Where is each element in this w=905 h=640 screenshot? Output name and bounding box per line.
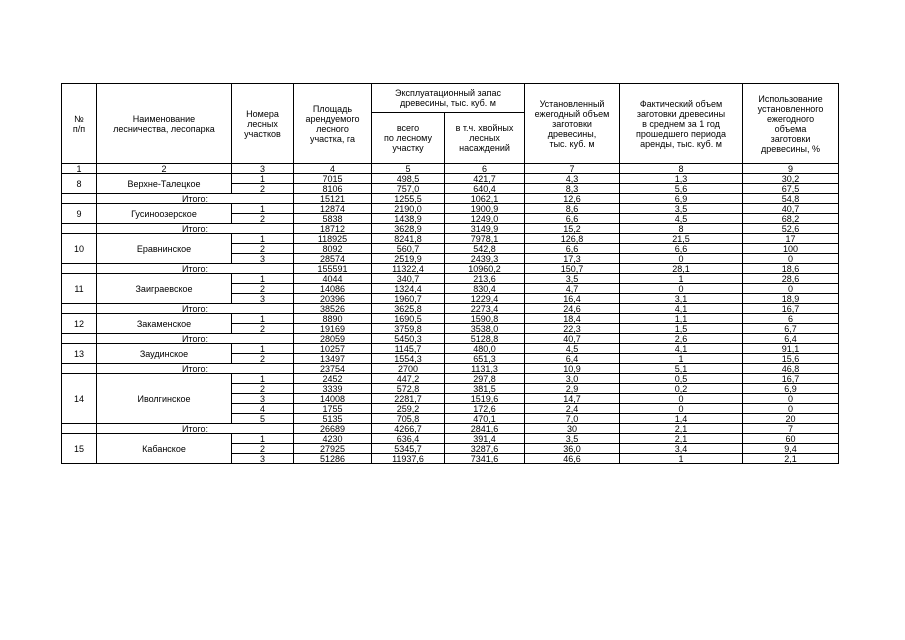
total-annual-volume: 24,6	[525, 304, 620, 314]
usage-percent-value: 40,7	[743, 204, 839, 214]
total-stock: 4266,7	[372, 424, 445, 434]
usage-percent-value: 6,9	[743, 384, 839, 394]
usage-percent-value: 15,6	[743, 354, 839, 364]
actual-volume-value: 1,4	[620, 414, 743, 424]
actual-volume-value: 4,5	[620, 214, 743, 224]
area-value: 51286	[294, 454, 372, 464]
plot-number: 1	[232, 204, 294, 214]
stock-total-value: 2281,7	[372, 394, 445, 404]
total-usage-percent: 52,6	[743, 224, 839, 234]
total-row	[62, 364, 839, 374]
annual-volume-value: 22,3	[525, 324, 620, 334]
column-number: 7	[525, 164, 620, 174]
stock-total-value: 447,2	[372, 374, 445, 384]
stock-coniferous-value: 172,6	[445, 404, 525, 414]
annual-volume-value: 4,7	[525, 284, 620, 294]
forestry-number: 13	[62, 344, 97, 364]
total-coniferous: 10960,2	[445, 264, 525, 274]
area-value: 14008	[294, 394, 372, 404]
forestry-name: Еравнинское	[97, 234, 232, 264]
total-blank	[62, 364, 97, 374]
area-value: 14086	[294, 284, 372, 294]
annual-volume-value: 3,5	[525, 434, 620, 444]
actual-volume-value: 0	[620, 394, 743, 404]
stock-total-value: 2519,9	[372, 254, 445, 264]
stock-total-value: 636,4	[372, 434, 445, 444]
stock-coniferous-value: 1900,9	[445, 204, 525, 214]
stock-coniferous-value: 1249,0	[445, 214, 525, 224]
annual-volume-value: 8,3	[525, 184, 620, 194]
forestry-number: 11	[62, 274, 97, 304]
usage-percent-value: 0	[743, 284, 839, 294]
forestry-number: 9	[62, 204, 97, 224]
total-usage-percent: 54,8	[743, 194, 839, 204]
table-row	[62, 344, 839, 354]
stock-coniferous-value: 651,3	[445, 354, 525, 364]
plot-number: 1	[232, 274, 294, 284]
column-number: 3	[232, 164, 294, 174]
area-value: 8092	[294, 244, 372, 254]
stock-total-value: 1438,9	[372, 214, 445, 224]
plot-number: 1	[232, 344, 294, 354]
plot-number: 3	[232, 294, 294, 304]
usage-percent-value: 67,5	[743, 184, 839, 194]
plot-number: 3	[232, 454, 294, 464]
total-area: 28059	[294, 334, 372, 344]
usage-percent-value: 20	[743, 414, 839, 424]
total-actual-volume: 5,1	[620, 364, 743, 374]
table-body	[62, 174, 839, 464]
stock-coniferous-value: 213,6	[445, 274, 525, 284]
total-stock: 1255,5	[372, 194, 445, 204]
area-value: 5135	[294, 414, 372, 424]
area-value: 3339	[294, 384, 372, 394]
table-row	[62, 314, 839, 324]
stock-coniferous-value: 421,7	[445, 174, 525, 184]
annual-volume-value: 6,6	[525, 214, 620, 224]
actual-volume-value: 4,1	[620, 344, 743, 354]
total-label: Итого:	[97, 364, 294, 374]
forestry-name: Заиграевское	[97, 274, 232, 304]
forestry-number: 8	[62, 174, 97, 194]
total-area: 38526	[294, 304, 372, 314]
table-row	[62, 434, 839, 444]
area-value: 118925	[294, 234, 372, 244]
stock-total-value: 560,7	[372, 244, 445, 254]
total-label: Итого:	[97, 424, 294, 434]
forestry-name: Иволгинское	[97, 374, 232, 424]
annual-volume-value: 14,7	[525, 394, 620, 404]
stock-total-value: 11937,6	[372, 454, 445, 464]
actual-volume-value: 2,1	[620, 434, 743, 444]
actual-volume-value: 1	[620, 454, 743, 464]
forestry-name: Верхне-Талецкое	[97, 174, 232, 194]
total-blank	[62, 334, 97, 344]
actual-volume-value: 0	[620, 284, 743, 294]
usage-percent-value: 16,7	[743, 374, 839, 384]
total-annual-volume: 40,7	[525, 334, 620, 344]
plot-number: 2	[232, 184, 294, 194]
table-row	[62, 234, 839, 244]
plot-number: 2	[232, 214, 294, 224]
area-value: 20396	[294, 294, 372, 304]
total-area: 26689	[294, 424, 372, 434]
total-row	[62, 424, 839, 434]
header-annual-volume: Установленный ежегодный объем заготовки древесины, тыс. куб. м	[525, 84, 620, 164]
total-actual-volume: 2,1	[620, 424, 743, 434]
total-usage-percent: 16,7	[743, 304, 839, 314]
plot-number: 2	[232, 444, 294, 454]
area-value: 27925	[294, 444, 372, 454]
annual-volume-value: 18,4	[525, 314, 620, 324]
total-annual-volume: 30	[525, 424, 620, 434]
forestry-name: Заудинское	[97, 344, 232, 364]
total-row	[62, 334, 839, 344]
plot-number: 1	[232, 374, 294, 384]
stock-total-value: 757,0	[372, 184, 445, 194]
total-label: Итого:	[97, 264, 294, 274]
stock-coniferous-value: 830,4	[445, 284, 525, 294]
stock-total-value: 1960,7	[372, 294, 445, 304]
area-value: 28574	[294, 254, 372, 264]
forest-lease-table	[61, 83, 839, 464]
annual-volume-value: 126,8	[525, 234, 620, 244]
total-area: 18712	[294, 224, 372, 234]
area-value: 8890	[294, 314, 372, 324]
forestry-name: Гусиноозерское	[97, 204, 232, 224]
annual-volume-value: 3,0	[525, 374, 620, 384]
total-coniferous: 1062,1	[445, 194, 525, 204]
total-label: Итого:	[97, 224, 294, 234]
total-annual-volume: 10,9	[525, 364, 620, 374]
stock-total-value: 2190,0	[372, 204, 445, 214]
annual-volume-value: 2,4	[525, 404, 620, 414]
total-label: Итого:	[97, 334, 294, 344]
total-usage-percent: 46,8	[743, 364, 839, 374]
plot-number: 3	[232, 394, 294, 404]
actual-volume-value: 1	[620, 354, 743, 364]
column-number: 9	[743, 164, 839, 174]
stock-coniferous-value: 2439,3	[445, 254, 525, 264]
area-value: 19169	[294, 324, 372, 334]
total-stock: 11322,4	[372, 264, 445, 274]
header-plots: Номера лесных участков	[232, 84, 294, 164]
actual-volume-value: 1,1	[620, 314, 743, 324]
usage-percent-value: 6,7	[743, 324, 839, 334]
area-value: 4230	[294, 434, 372, 444]
stock-coniferous-value: 542,8	[445, 244, 525, 254]
column-number: 6	[445, 164, 525, 174]
total-actual-volume: 28,1	[620, 264, 743, 274]
plot-number: 2	[232, 244, 294, 254]
table-row	[62, 374, 839, 384]
usage-percent-value: 28,6	[743, 274, 839, 284]
annual-volume-value: 3,5	[525, 274, 620, 284]
total-label: Итого:	[97, 304, 294, 314]
total-annual-volume: 150,7	[525, 264, 620, 274]
stock-total-value: 1145,7	[372, 344, 445, 354]
plot-number: 1	[232, 434, 294, 444]
usage-percent-value: 18,9	[743, 294, 839, 304]
annual-volume-value: 8,6	[525, 204, 620, 214]
usage-percent-value: 60	[743, 434, 839, 444]
actual-volume-value: 0,5	[620, 374, 743, 384]
plot-number: 1	[232, 314, 294, 324]
usage-percent-value: 9,4	[743, 444, 839, 454]
stock-coniferous-value: 640,4	[445, 184, 525, 194]
usage-percent-value: 0	[743, 404, 839, 414]
total-stock: 5450,3	[372, 334, 445, 344]
total-annual-volume: 12,6	[525, 194, 620, 204]
total-blank	[62, 224, 97, 234]
actual-volume-value: 1,3	[620, 174, 743, 184]
stock-total-value: 8241,8	[372, 234, 445, 244]
plot-number: 2	[232, 384, 294, 394]
table-row	[62, 274, 839, 284]
header-name: Наименование лесничества, лесопарка	[97, 84, 232, 164]
stock-coniferous-value: 297,8	[445, 374, 525, 384]
stock-total-value: 259,2	[372, 404, 445, 414]
stock-coniferous-value: 3287,6	[445, 444, 525, 454]
forestry-number: 15	[62, 434, 97, 464]
stock-coniferous-value: 470,1	[445, 414, 525, 424]
forestry-name: Кабанское	[97, 434, 232, 464]
area-value: 12874	[294, 204, 372, 214]
actual-volume-value: 3,4	[620, 444, 743, 454]
stock-coniferous-value: 391,4	[445, 434, 525, 444]
plot-number: 2	[232, 324, 294, 334]
forestry-name: Закаменское	[97, 314, 232, 334]
stock-coniferous-value: 381,5	[445, 384, 525, 394]
actual-volume-value: 0	[620, 254, 743, 264]
stock-total-value: 498,5	[372, 174, 445, 184]
total-blank	[62, 194, 97, 204]
usage-percent-value: 2,1	[743, 454, 839, 464]
stock-coniferous-value: 3538,0	[445, 324, 525, 334]
area-value: 2452	[294, 374, 372, 384]
total-actual-volume: 8	[620, 224, 743, 234]
total-blank	[62, 424, 97, 434]
plot-number: 4	[232, 404, 294, 414]
total-coniferous: 1131,3	[445, 364, 525, 374]
plot-number: 1	[232, 234, 294, 244]
plot-number: 5	[232, 414, 294, 424]
stock-coniferous-value: 480,0	[445, 344, 525, 354]
total-coniferous: 2841,6	[445, 424, 525, 434]
annual-volume-value: 6,6	[525, 244, 620, 254]
area-value: 10257	[294, 344, 372, 354]
total-annual-volume: 15,2	[525, 224, 620, 234]
actual-volume-value: 0,2	[620, 384, 743, 394]
header-area: Площадь арендуемого лесного участка, га	[294, 84, 372, 164]
area-value: 5838	[294, 214, 372, 224]
usage-percent-value: 68,2	[743, 214, 839, 224]
usage-percent-value: 6	[743, 314, 839, 324]
area-value: 4044	[294, 274, 372, 284]
stock-total-value: 340,7	[372, 274, 445, 284]
total-coniferous: 5128,8	[445, 334, 525, 344]
total-row	[62, 224, 839, 234]
stock-total-value: 1554,3	[372, 354, 445, 364]
table-row	[62, 174, 839, 184]
stock-coniferous-value: 7978,1	[445, 234, 525, 244]
column-number-row	[62, 164, 839, 174]
total-actual-volume: 4,1	[620, 304, 743, 314]
usage-percent-value: 100	[743, 244, 839, 254]
actual-volume-value: 21,5	[620, 234, 743, 244]
total-stock: 3625,8	[372, 304, 445, 314]
area-value: 8106	[294, 184, 372, 194]
usage-percent-value: 17	[743, 234, 839, 244]
actual-volume-value: 6,6	[620, 244, 743, 254]
table-row	[62, 204, 839, 214]
stock-total-value: 3759,8	[372, 324, 445, 334]
total-area: 155591	[294, 264, 372, 274]
header-stock-coniferous: в т.ч. хвойных лесных насаждений	[445, 113, 525, 164]
annual-volume-value: 2,9	[525, 384, 620, 394]
total-row	[62, 264, 839, 274]
area-value: 13497	[294, 354, 372, 364]
usage-percent-value: 0	[743, 394, 839, 404]
forestry-number: 10	[62, 234, 97, 264]
annual-volume-value: 7,0	[525, 414, 620, 424]
stock-total-value: 1690,5	[372, 314, 445, 324]
annual-volume-value: 4,5	[525, 344, 620, 354]
total-blank	[62, 264, 97, 274]
header-usage: Использование установленного ежегодного объема заготовки древесины, %	[743, 84, 839, 164]
actual-volume-value: 1,5	[620, 324, 743, 334]
actual-volume-value: 3,1	[620, 294, 743, 304]
total-usage-percent: 6,4	[743, 334, 839, 344]
stock-total-value: 5345,7	[372, 444, 445, 454]
total-row	[62, 194, 839, 204]
stock-total-value: 705,8	[372, 414, 445, 424]
total-coniferous: 2273,4	[445, 304, 525, 314]
total-actual-volume: 6,9	[620, 194, 743, 204]
plot-number: 1	[232, 174, 294, 184]
annual-volume-value: 46,6	[525, 454, 620, 464]
plot-number: 2	[232, 284, 294, 294]
actual-volume-value: 1	[620, 274, 743, 284]
stock-coniferous-value: 7341,6	[445, 454, 525, 464]
stock-coniferous-value: 1519,6	[445, 394, 525, 404]
usage-percent-value: 30,2	[743, 174, 839, 184]
header-stock-group: Эксплуатационный запас древесины, тыс. куб. м	[372, 84, 525, 113]
actual-volume-value: 3,5	[620, 204, 743, 214]
actual-volume-value: 5,6	[620, 184, 743, 194]
forestry-number: 14	[62, 374, 97, 424]
total-blank	[62, 304, 97, 314]
area-value: 7015	[294, 174, 372, 184]
total-label: Итого:	[97, 194, 294, 204]
forestry-number: 12	[62, 314, 97, 334]
stock-total-value: 572,8	[372, 384, 445, 394]
column-number: 1	[62, 164, 97, 174]
column-number: 4	[294, 164, 372, 174]
total-usage-percent: 18,6	[743, 264, 839, 274]
stock-total-value: 1324,4	[372, 284, 445, 294]
stock-coniferous-value: 1590,8	[445, 314, 525, 324]
total-area: 15121	[294, 194, 372, 204]
total-stock: 3628,9	[372, 224, 445, 234]
total-actual-volume: 2,6	[620, 334, 743, 344]
usage-percent-value: 0	[743, 254, 839, 264]
stock-coniferous-value: 1229,4	[445, 294, 525, 304]
annual-volume-value: 4,3	[525, 174, 620, 184]
annual-volume-value: 6,4	[525, 354, 620, 364]
area-value: 1755	[294, 404, 372, 414]
total-coniferous: 3149,9	[445, 224, 525, 234]
annual-volume-value: 16,4	[525, 294, 620, 304]
total-stock: 2700	[372, 364, 445, 374]
total-row	[62, 304, 839, 314]
column-number: 2	[97, 164, 232, 174]
column-number: 8	[620, 164, 743, 174]
column-number: 5	[372, 164, 445, 174]
actual-volume-value: 0	[620, 404, 743, 414]
total-usage-percent: 7	[743, 424, 839, 434]
plot-number: 3	[232, 254, 294, 264]
annual-volume-value: 36,0	[525, 444, 620, 454]
usage-percent-value: 91,1	[743, 344, 839, 354]
plot-number: 2	[232, 354, 294, 364]
header-actual-volume: Фактический объем заготовки древесины в среднем за 1 год прошедшего периода аренды, тыс. куб. м	[620, 84, 743, 164]
total-area: 23754	[294, 364, 372, 374]
annual-volume-value: 17,3	[525, 254, 620, 264]
header-no: № п/п	[62, 84, 97, 164]
header-stock-total: всего по лесному участку	[372, 113, 445, 164]
